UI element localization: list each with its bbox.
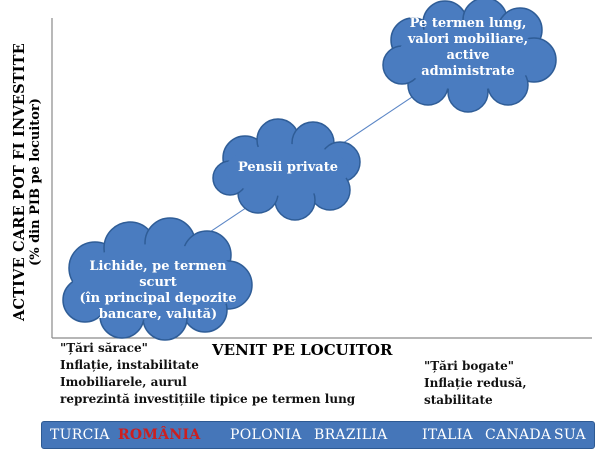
cloud-liquid-line2: (în principal depozite bbox=[79, 291, 237, 306]
y-axis-label bbox=[11, 32, 43, 332]
country-turcia: TURCIA bbox=[50, 427, 110, 443]
poor-countries-line3: reprezintă investițiile tipice pe termen lung bbox=[60, 392, 356, 406]
cloud-long-term-line3: active administrate bbox=[421, 48, 515, 79]
poor-countries-title: "Țări sărace" bbox=[60, 341, 148, 355]
rich-countries-title: "Țări bogate" bbox=[424, 359, 515, 373]
country-romania: ROMÂNIA bbox=[118, 427, 201, 443]
poor-countries-line1: Inflație, instabilitate bbox=[60, 358, 199, 372]
cloud-long-term-line2: valori mobiliare, bbox=[407, 32, 529, 47]
cloud-liquid-line3: bancare, valută) bbox=[98, 307, 218, 322]
y-axis-label-line1: ACTIVE CARE POT FI INVESTITE bbox=[11, 43, 28, 321]
countries-bar bbox=[41, 421, 595, 449]
country-brazilia: BRAZILIA bbox=[314, 427, 388, 443]
poor-countries-notes bbox=[60, 340, 360, 408]
rich-countries-notes bbox=[424, 358, 596, 409]
cloud-long-term-text bbox=[398, 16, 538, 80]
rich-countries-line1: Inflație redusă, stabilitate bbox=[424, 376, 527, 407]
cloud-pensions-text bbox=[232, 160, 344, 176]
country-polonia: POLONIA bbox=[230, 427, 302, 443]
cloud-liquid-line1: Lichide, pe termen scurt bbox=[89, 259, 227, 290]
y-axis-label-wrap bbox=[4, 32, 50, 332]
country-italia: ITALIA bbox=[422, 427, 473, 443]
y-axis-label-line2: (% din PIB pe locuitor) bbox=[28, 98, 43, 266]
x-axis-label: VENIT PE LOCUITOR bbox=[212, 341, 393, 359]
cloud-liquid-text bbox=[72, 259, 244, 323]
cloud-pensions-line1: Pensii private bbox=[237, 160, 338, 175]
poor-countries-line2: Imobiliarele, aurul bbox=[60, 375, 187, 389]
cloud-long-term-line1: Pe termen lung, bbox=[409, 16, 527, 31]
country-sua: SUA bbox=[554, 427, 586, 443]
country-canada: CANADA bbox=[485, 427, 552, 443]
